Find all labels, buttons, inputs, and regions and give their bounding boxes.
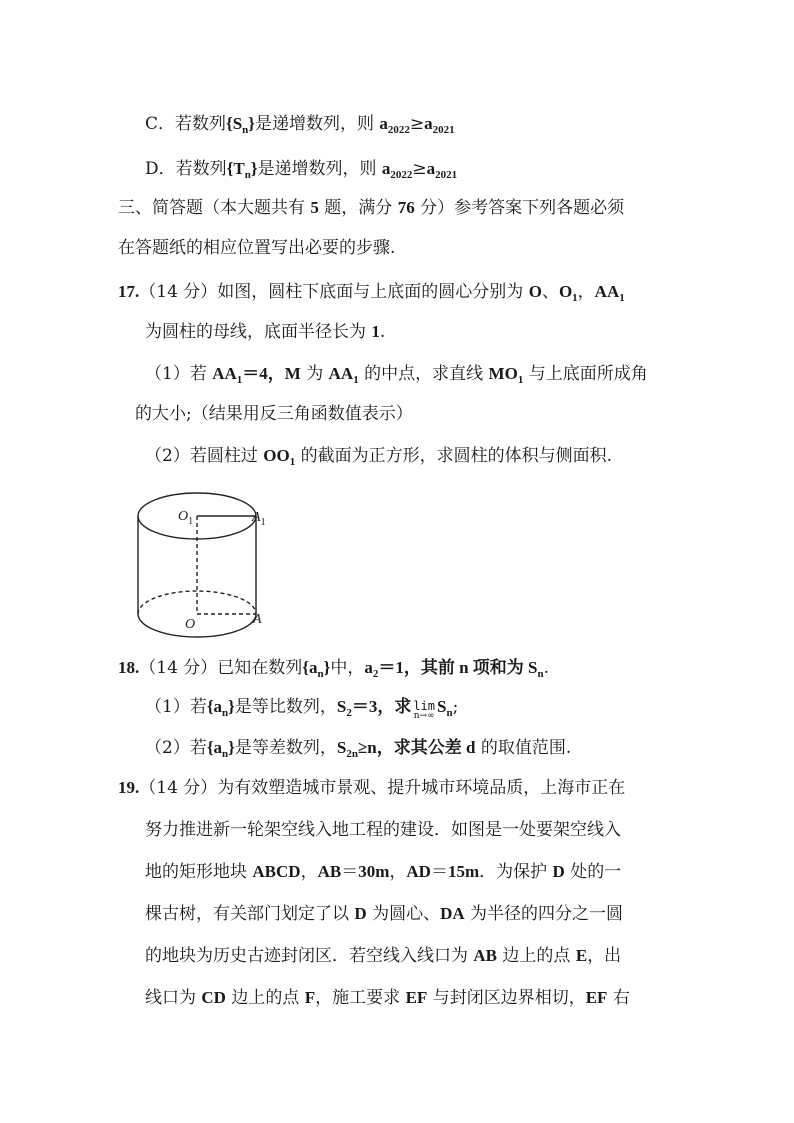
label-a1: $A_1$ <box>252 510 266 528</box>
q18-part1: （1）若$\{a_n\}$是等比数列，$S_2=3$，求 lim n→∞ $S_n$; <box>145 697 459 721</box>
q17-part1: （1）若 $AA_1=4$，M 为 $AA_1$ 的中点，求直线 $MO_1$ 与上底面所成角 <box>145 364 648 386</box>
option-label: D． <box>145 159 176 179</box>
cylinder-figure <box>128 488 278 648</box>
q19-line5: 的地块为历史古迹封闭区．若空线入线口为 AB 边上的点 E，出 <box>145 946 622 966</box>
q17-line1: 17.（14 分）如图，圆柱下底面与上底面的圆心分别为 O、$O_1$，$AA_1$ <box>118 282 625 304</box>
q19-line4: 棵古树，有关部门划定了以 D 为圆心、DA 为半径的四分之一圆 <box>145 904 624 924</box>
q19-line2: 努力推进新一轮架空线入地工程的建设．如图是一处要架空线入 <box>145 820 621 840</box>
question-number: 17 <box>118 282 135 301</box>
question-number: 18 <box>118 658 135 677</box>
section-heading: 三、简答题（本大题共有 5 题，满分 76 分）参考答案下列各题必须 <box>118 198 625 218</box>
option-d: D．若数列$\{T_n\}$是递增数列，则 $a_{2022}\ge a_{2021}$ <box>145 159 458 181</box>
q18-line1: 18.（14 分）已知在数列$\{a_n\}$中，$a_2=1$，其前 n 项和为 $S_n$. <box>118 658 550 680</box>
q17-part1-cont: 的大小;（结果用反三角函数值表示） <box>135 404 413 424</box>
q17-part2: （2）若圆柱过 $OO_1$ 的截面为正方形，求圆柱的体积与侧面积. <box>145 446 612 468</box>
option-label: C． <box>145 114 176 134</box>
section-instruction: 在答题纸的相应位置写出必要的步骤. <box>118 238 396 258</box>
q19-line6: 线口为 CD 边上的点 F，施工要求 EF 与封闭区边界相切，EF 右 <box>145 988 630 1008</box>
q19-line1: 19.（14 分）为有效塑造城市景观、提升城市环境品质，上海市正在 <box>118 778 626 798</box>
label-o: O <box>185 617 196 632</box>
limit-operator: lim n→∞ <box>413 699 436 721</box>
q17-line2: 为圆柱的母线，底面半径长为 1. <box>145 322 386 342</box>
label-a: A <box>253 612 262 627</box>
bottom-front-arc <box>138 614 256 637</box>
q18-part2: （2）若$\{a_n\}$是等差数列，$S_{2n}\ge n$，求其公差 d 的取值范围. <box>145 738 572 760</box>
option-c: C．若数列$\{S_n\}$是递增数列，则 $a_{2022}\ge a_{2021}$ <box>145 114 455 136</box>
question-number: 19 <box>118 778 135 797</box>
q19-line3: 地的矩形地块 ABCD，AB＝30m，AD＝15m．为保护 D 处的一 <box>145 862 622 882</box>
label-o1: $O_1$ <box>178 509 194 527</box>
